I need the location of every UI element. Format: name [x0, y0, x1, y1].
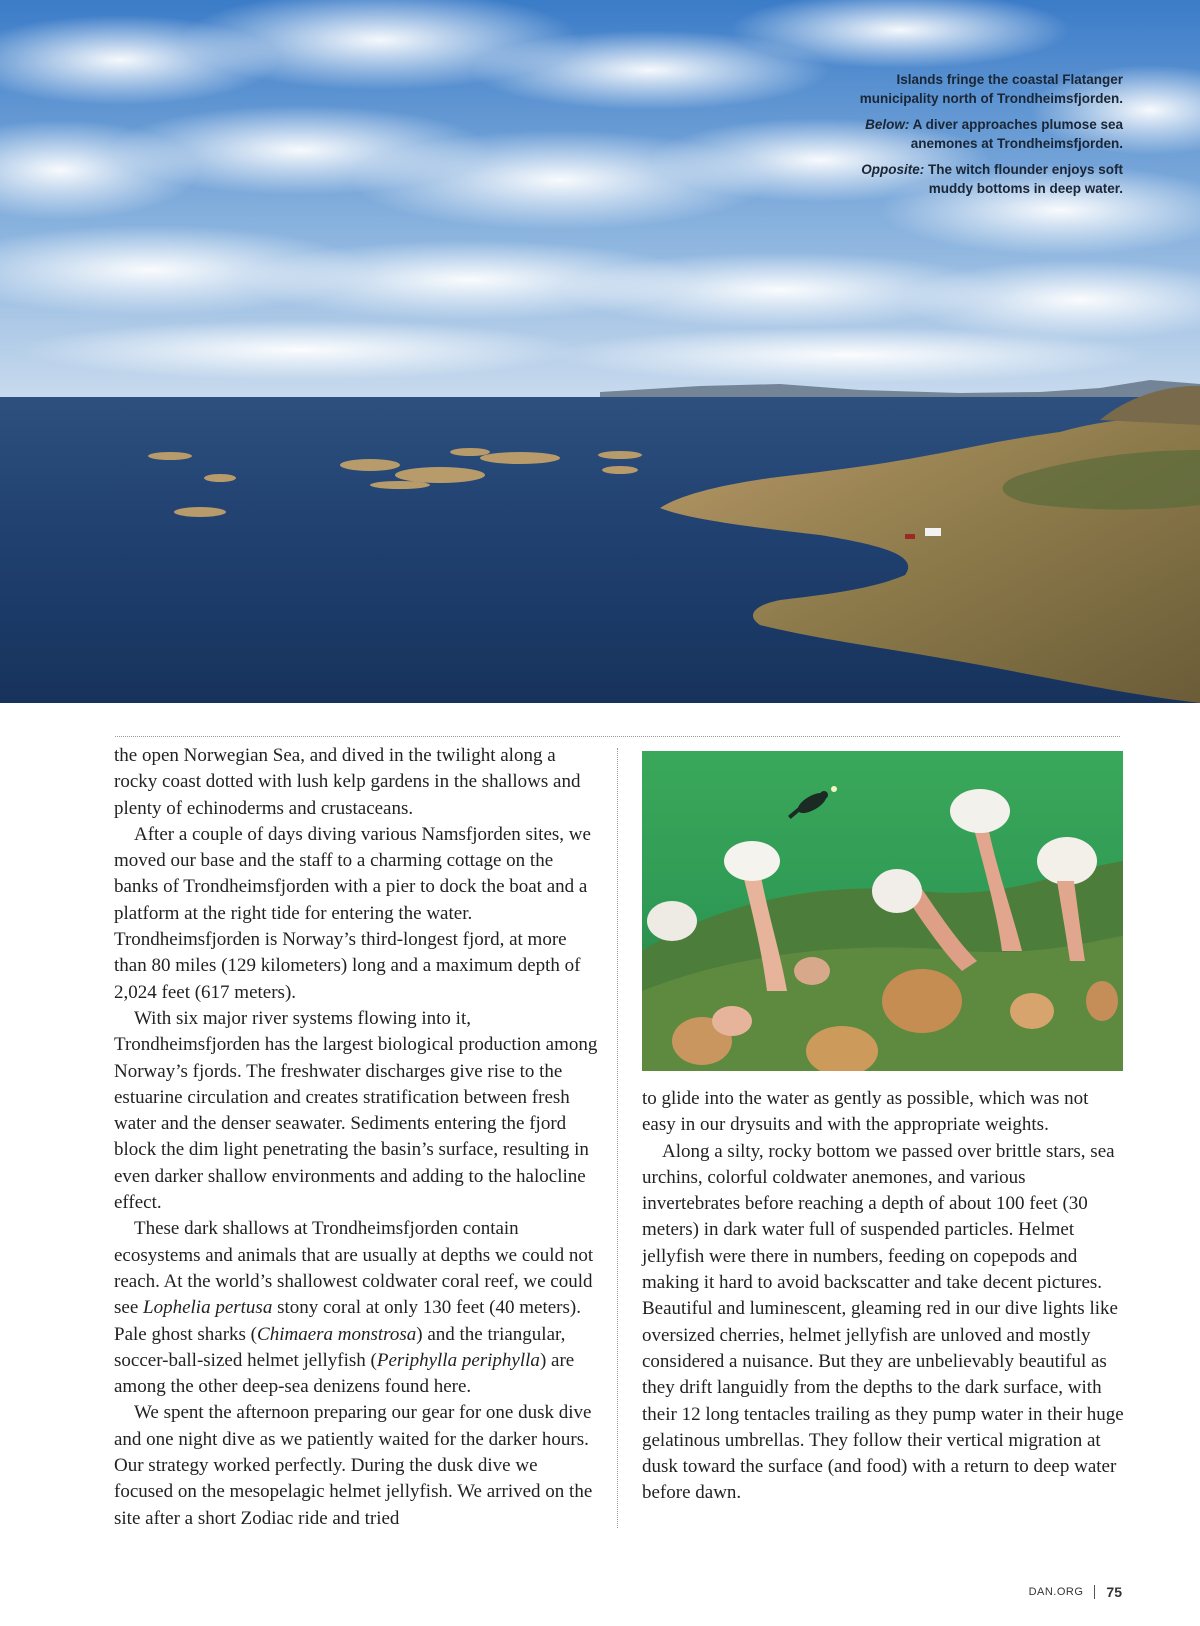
text-run: stony coral at only 130 feet (40 meters). Pale ghost sharks ( — [114, 1297, 581, 1345]
caption-line-2 — [823, 115, 1123, 153]
caption-below-label: Below: — [865, 117, 910, 132]
caption-opposite-label: Opposite: — [861, 162, 925, 177]
column-divider — [617, 748, 618, 1528]
page-number: 75 — [1106, 1584, 1122, 1600]
footer-site: DAN.ORG — [1028, 1586, 1084, 1598]
text-run: ) and the triangular, soccer-ball-sized helmet jellyfish ( — [114, 1323, 566, 1371]
hero-photo-fjord-islands — [0, 0, 1200, 703]
section-divider — [115, 736, 1120, 737]
species-name: Chimaera monstrosa — [257, 1323, 417, 1345]
inset-photo-diver-anemones — [642, 751, 1123, 1071]
caption-below-text: A diver approaches plumose sea anemones at Trondheimsfjorden. — [909, 117, 1123, 151]
paragraph: We spent the afternoon preparing our gear for one dusk dive and one night dive as we patiently waited for the darker hours. Our strategy worked perfectly. During the dusk dive we focused on the mesopelagic helmet jellyfish. We arrived on the site after a short Zodiac ride and tried — [114, 1402, 593, 1529]
text-run: These dark shallows at Trondheimsfjorden contain ecosystems and animals that are usually at depths we could not reach. At the world’s shallowest coldwater coral reef, we could see — [114, 1218, 594, 1319]
footer-separator — [1094, 1585, 1095, 1599]
paragraph: With six major river systems flowing into it, Trondheimsfjorden has the largest biological production among Norway’s fjords. The freshwater discharges give rise to the estuarine circulation and creates stratification between fresh water and the denser seawater. Sediments entering the fjord block the dim light penetrating the basin’s surface, resulting in even darker shallow environments and adding to the halocline effect. — [114, 1007, 598, 1214]
article-column-right — [642, 1086, 1124, 1507]
paragraph: After a couple of days diving various Namsfjorden sites, we moved our base and the staff to a charming cottage on the banks of Trondheimsfjorden with a pier to dock the boat and a platform at the right tide for entering the water. Trondheimsfjorden is Norway’s third-longest fjord, at more than 80 miles (129 kilometers) long and a maximum depth of 2,024 feet (617 meters). — [114, 823, 591, 1003]
page-footer — [1029, 1584, 1122, 1600]
caption-opposite-text: The witch flounder enjoys soft muddy bottoms in deep water. — [924, 162, 1123, 196]
species-name: Lophelia pertusa — [143, 1297, 273, 1319]
photo-caption — [823, 70, 1123, 205]
paragraph: Along a silty, rocky bottom we passed over brittle stars, sea urchins, colorful coldwater anemones, and various invertebrates before reaching a depth of about 100 feet (30 meters) in dark water full of suspended particles. Helmet jellyfish were there in numbers, feeding on copepods and making it hard to avoid backscatter and take decent pictures. Beautiful and luminescent, gleaming red in our dive lights like oversized cherries, helmet jellyfish are unloved and mostly considered a nuisance. But they are unbelievably beautiful as they drift languidly from the depths to the dark surface, with their 12 long tentacles trailing as they pump water in their huge gelatinous umbrellas. They follow their vertical migration at dusk toward the surface (and food) with a return to deep water before dawn. — [642, 1140, 1124, 1504]
paragraph: the open Norwegian Sea, and dived in the twilight along a rocky coast dotted with lush kelp gardens in the shallows and plenty of echinoderms and crustaceans. — [114, 745, 581, 819]
inset-photo-illustration — [642, 751, 1123, 1071]
caption-line-3 — [823, 160, 1123, 198]
caption-line-1: Islands fringe the coastal Flatanger municipality north of Trondheimsfjorden. — [859, 72, 1123, 106]
paragraph: to glide into the water as gently as possible, which was not easy in our drysuits and with the appropriate weights. — [642, 1088, 1089, 1136]
paragraph — [114, 1216, 599, 1400]
text-run: ) are among the other deep-sea denizens found here. — [114, 1349, 575, 1398]
species-name: Periphylla periphylla — [376, 1349, 540, 1371]
article-column-left — [114, 743, 599, 1532]
